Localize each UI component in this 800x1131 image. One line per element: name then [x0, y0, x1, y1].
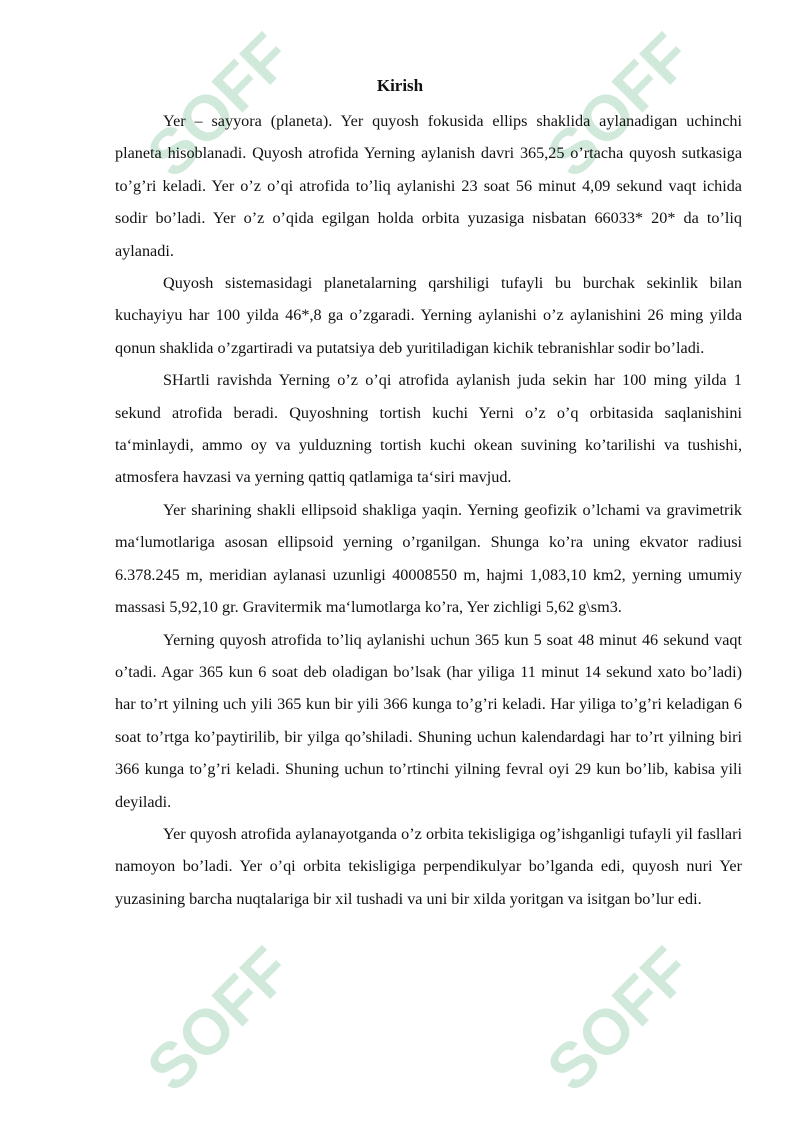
watermark-logo	[510, 920, 730, 1130]
paragraph: Yer – sayyora (planeta). Yer quyosh fokusida ellips shaklida aylanadigan uchinchi planeta hisoblanadi. Quyosh atrofida Yerning aylanish davri 365,25 o’rtacha quyosh sutkasiga to’g’ri keladi. Yer o’z o’qi atrofida to’liq aylanishi 23 soat 56 minut 4,09 sekund vaqt ichida sodir bo’ladi. Yer o’z o’qida egilgan holda orbita yuzasiga nisbatan 66033* 20* da to’liq aylanadi.	[115, 112, 742, 260]
watermark-logo	[110, 920, 330, 1130]
paragraph: SHartli ravishda Yerning o’z o’qi atrofida aylanish juda sekin har 100 ming yilda 1 sekund atrofida beradi. Quyoshning tortish kuchi Yerni o’z o’q orbitasida saqlanishini ta‘minlaydi, ammo oy va yulduzning tortish kuchi okean suvining ko’tarilishi va tushishi, atmosfera havzasi va yerning qattiq qatlamiga ta‘siri mavjud.	[115, 371, 742, 487]
watermark-text: SOFF	[133, 933, 305, 1105]
paragraph: Quyosh sistemasidagi planetalarning qarshiligi tufayli bu burchak sekinlik bilan kuchayiyu har 100 yilda 46*,8 ga o’zgaradi. Yerning aylanishi o’z aylanishini 26 ming yilda qonun shaklida o’zgartiradi va putatsiya deb yuritiladigan kichik tebranishlar sodir bo’ladi.	[115, 274, 742, 357]
document-title: Kirish	[376, 76, 424, 95]
paragraph: Yerning quyosh atrofida to’liq aylanishi uchun 365 kun 5 soat 48 minut 46 sekund vaqt o’tadi. Agar 365 kun 6 soat deb oladigan bo’lsak (har yiliga 11 minut 14 sekund xato bo’ladi) har to’rt yilning uch yili 365 kun bir yili 366 kunga to’g’ri keladi. Har yiliga to’g’ri keladigan 6 soat to’rtga ko’paytirilib, bir yilga qo’shiladi. Shuning uchun kalendardagi har to’rt yilning biri 366 kunga to’g’ri keladi. Shuning uchun to’rtinchi yilning fevral oyi 29 kun bo’lib, kabisa yili deyiladi.	[115, 630, 742, 811]
paragraph: Yer sharining shakli ellipsoid shakliga yaqin. Yerning geofizik o’lchami va gravimetrik ma‘lumotlariga asosan ellipsoid yerning o’rganilgan. Shunga ko’ra uning ekvator radiusi 6.378.245 m, meridian aylanasi uzunligi 40008550 m, hajmi 1,083,10 km2, yerning umumiy massasi 5,92,10 gr. Gravitermik ma‘lumotlarga ko’ra, Yer zichligi 5,62 g\sm3.	[115, 500, 742, 617]
paragraph: Yer quyosh atrofida aylanayotganda o’z orbita tekisligiga og’ishganligi tufayli yil fasllari namoyon bo’ladi. Yer o’qi orbita tekisligiga perpendikulyar bo’lganda edi, quyosh nuri Yer yuzasining barcha nuqtalariga bir xil tushadi va uni bir xilda yoritgan va isitgan bo’lur edi.	[115, 824, 742, 908]
watermark-text: SOFF	[533, 933, 705, 1105]
document-body	[115, 105, 742, 915]
watermark-text: SOFF	[133, 19, 305, 191]
watermark-text: SOFF	[533, 19, 705, 191]
